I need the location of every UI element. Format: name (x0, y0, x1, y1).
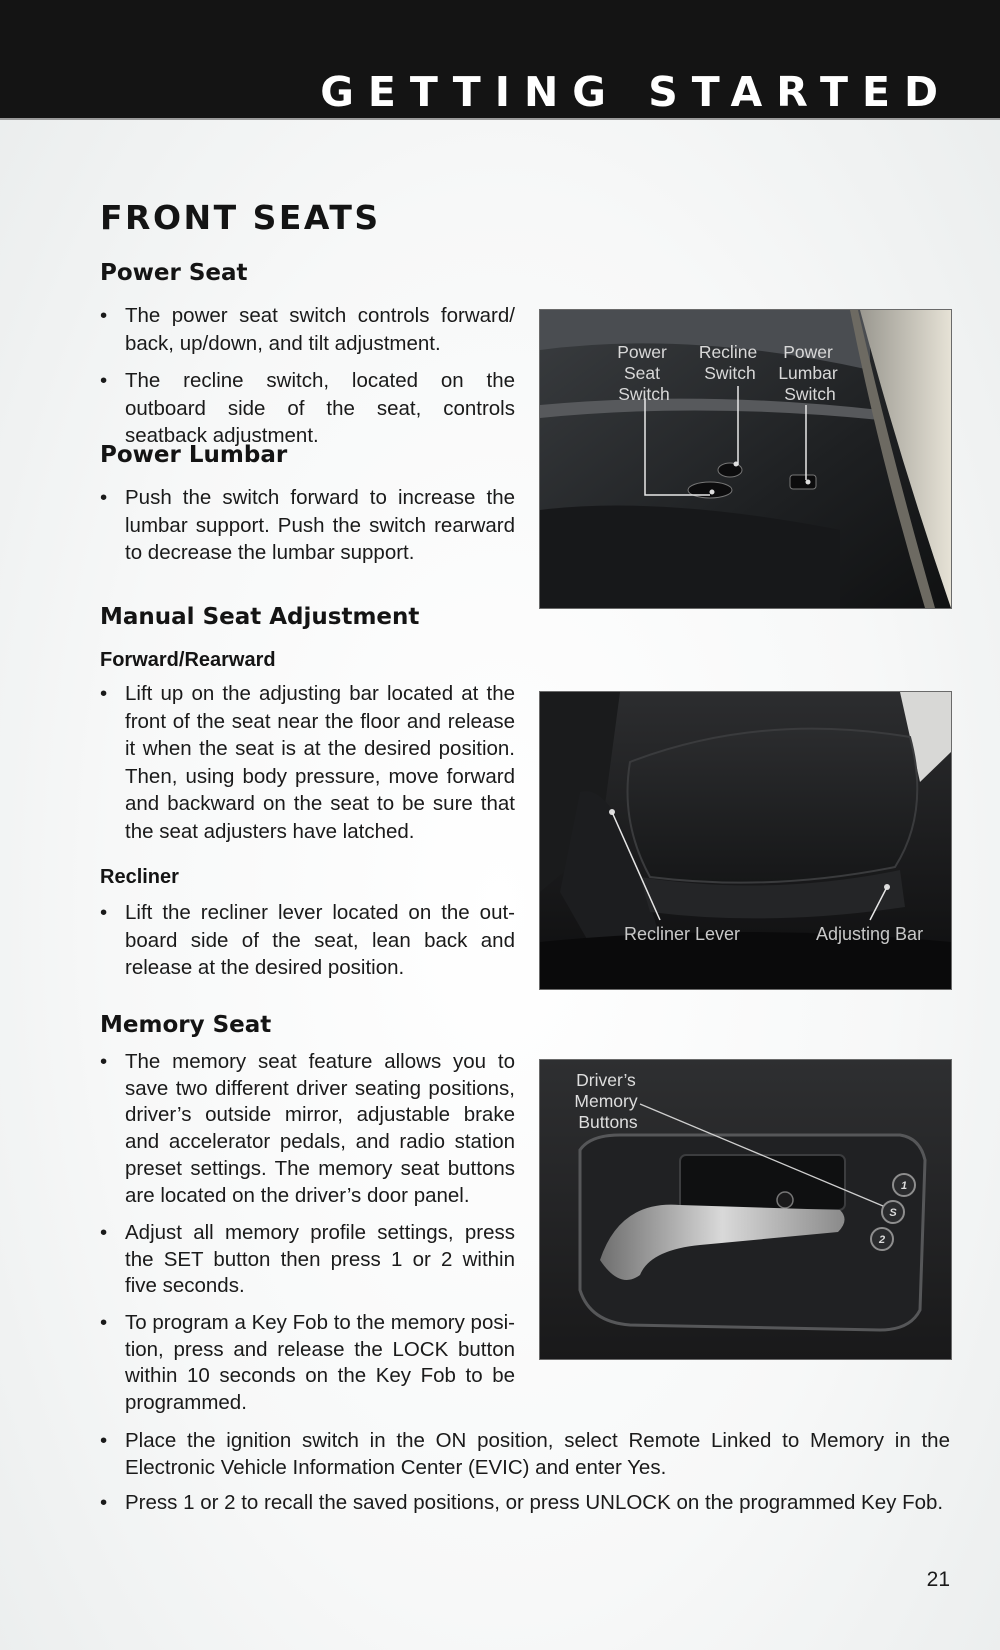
section-title: FRONT SEATS (100, 198, 381, 237)
memory-button-1-label: 1 (900, 1180, 908, 1192)
label-memory-3: Buttons (578, 1112, 638, 1132)
label-memory-1: Driver’s (576, 1070, 636, 1090)
manual-seat-heading: Manual Seat Adjustment (100, 604, 420, 630)
recliner-bullet-1: • Lift the recliner lever located on the outboard side of the seat, lean back and release at the desired position. (100, 899, 515, 982)
label-recline-1: Recline (698, 342, 758, 362)
power-seat-bullet-1: • The power seat switch controls forward/ back, up/down, and tilt adjustment. (100, 302, 515, 357)
door-panel-illustration (540, 1060, 951, 1359)
forward-rearward-heading: Forward/Rearward (100, 649, 276, 671)
label-lumbar-3: Switch (784, 384, 836, 404)
power-lumbar-bullet-1: • Push the switch forward to increase the lumbar support. Push the switch rearward to decrease the lumbar support. (100, 484, 515, 567)
memory-seat-bullet-4: • Place the ignition switch in the ON position, select Remote Linked to Memory in the Electronic Vehicle Information Center (EVIC) and enter Yes. (100, 1428, 950, 1481)
memory-set-button-label: S (889, 1207, 897, 1219)
label-recline-2: Switch (704, 363, 756, 383)
label-power-seat-2: Seat (624, 363, 660, 383)
memory-seat-bullet-1: • The memory seat feature allows you to save two different driver seating positions, driver’s outside mirror, adjustable brake and accelerator pedals, and radio station preset settings. The memory seat buttons are located on the driver’s door panel. (100, 1049, 515, 1209)
memory-seat-bullet-3: • To program a Key Fob to the memory position, press and release the LOCK button within 10 seconds on the Key Fob to be programmed. (100, 1310, 515, 1417)
seat-switches-illustration (540, 310, 951, 608)
power-lumbar-heading: Power Lumbar (100, 442, 288, 468)
label-power-seat-1: Power (617, 342, 667, 362)
page-number: 21 (926, 1568, 950, 1591)
page-header (0, 0, 1000, 120)
seat-manual-photo (539, 691, 952, 990)
seat-manual-illustration (540, 692, 951, 989)
label-lumbar-1: Power (783, 342, 833, 362)
label-power-seat-3: Switch (618, 384, 670, 404)
label-recliner-lever: Recliner Lever (624, 924, 741, 944)
door-panel-photo (539, 1059, 952, 1360)
header-title: GETTING STARTED (320, 68, 952, 116)
forward-rearward-bullet-1: • Lift up on the adjusting bar located at the front of the seat near the floor and release it when the seat is at the desired position. Then, using body pressure, move forward and backward on the seat to be sure that the seat adjusters have latched. (100, 680, 515, 845)
label-adjusting-bar: Adjusting Bar (816, 924, 924, 944)
power-seat-heading: Power Seat (100, 260, 248, 286)
memory-seat-bullet-2: • Adjust all memory profile settings, press the SET button then press 1 or 2 within five seconds. (100, 1220, 515, 1300)
memory-button-2-label: 2 (878, 1234, 886, 1246)
label-lumbar-2: Lumbar (778, 363, 838, 383)
seat-switches-photo (539, 309, 952, 609)
power-seat-bullet-2: • The recline switch, located on the outboard side of the seat, controls seatback adjustment. (100, 367, 515, 450)
label-memory-2: Memory (574, 1091, 638, 1111)
memory-seat-heading: Memory Seat (100, 1012, 272, 1038)
recliner-heading: Recliner (100, 866, 179, 888)
memory-seat-bullet-5: • Press 1 or 2 to recall the saved positions, or press UNLOCK on the programmed Key Fob. (100, 1490, 950, 1517)
